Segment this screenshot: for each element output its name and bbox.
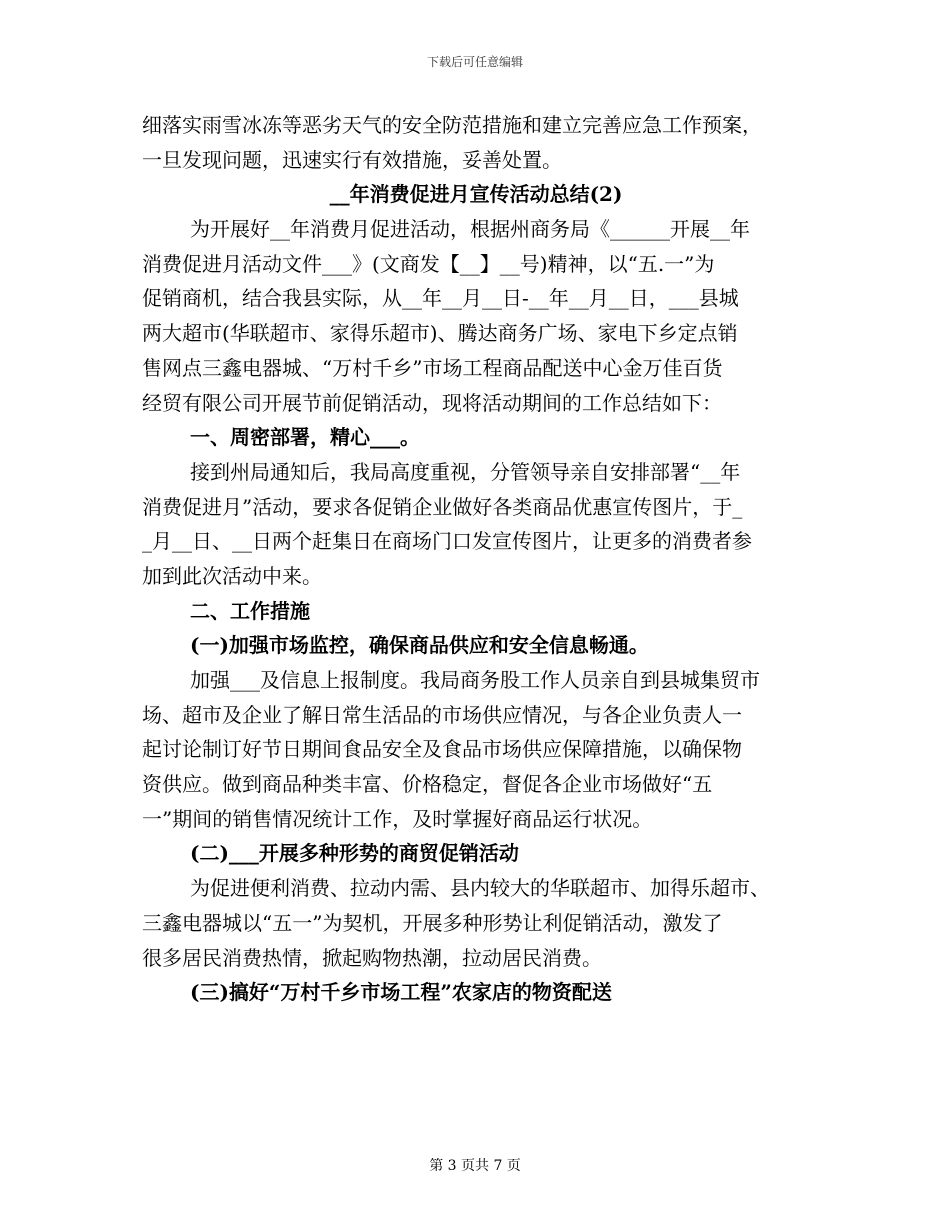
text-line: 细落实雨雪冰冻等恶劣天气的安全防范措施和建立完善应急工作预案，	[142, 113, 762, 137]
text-line: 一”期间的销售情况统计工作，及时掌握好商品运行状况。	[142, 806, 653, 831]
text-line: 经贸有限公司开展节前促销活动，现将活动期间的工作总结如下：	[142, 390, 722, 415]
page-footer: 第 3 页共 7 页	[429, 1158, 521, 1174]
text-line: 促销商机，结合我县实际，从__年__月__日-__年__月__日，___县城	[142, 286, 739, 311]
text-line: 加强___及信息上报制度。我局商务股工作人员亲自到县城集贸市	[190, 668, 760, 692]
text-line: 消费促进月”活动，要求各促销企业做好各类商品优惠宣传图片，于_	[142, 494, 743, 519]
text-line: 售网点三鑫电器城、“万村千乡”市场工程商品配送中心金万佳百货	[142, 355, 723, 380]
text-line: 接到州局通知后，我局高度重视，分管领导亲自安排部署“__年	[190, 459, 741, 484]
document-body	[142, 108, 810, 1010]
text-line: 加到此次活动中来。	[142, 563, 322, 588]
text-line: 三鑫电器城以“五一”为契机，开展多种形势让利促销活动，激发了	[142, 910, 723, 935]
text-line: _月__日、__日两个赶集日在商场门口发宣传图片，让更多的消费者参	[142, 529, 752, 554]
text-line: 资供应。做到商品种类丰富、价格稳定，督促各企业市场做好“五	[142, 772, 713, 797]
text-line: (一)加强市场监控，确保商品供应和安全信息畅通。	[190, 633, 649, 658]
text-line: 一旦发现问题，迅速实行有效措施，妥善处置。	[142, 147, 562, 172]
text-line: 二、工作措施	[190, 598, 310, 623]
page-header: 下载后可任意编辑	[426, 55, 523, 69]
text-line: 场、超市及企业了解日常生活品的市场供应情况，与各企业负责人一	[142, 702, 742, 727]
text-line: 起讨论制订好节日期间食品安全及食品市场供应保障措施，以确保物	[142, 737, 742, 762]
section-title: __年消费促进月宣传活动总结(2)	[329, 182, 623, 207]
text-line: 一、周密部署，精心___。	[190, 425, 420, 450]
text-line: 为开展好__年消费月促进活动，根据州商务局《______开展__年	[190, 217, 750, 242]
text-line: (三)搞好“万村千乡市场工程”农家店的物资配送	[190, 980, 612, 1005]
text-line: 为促进便利消费、拉动内需、县内较大的华联超市、加得乐超市、	[190, 876, 770, 901]
text-line: 消费促进月活动文件___》(文商发【__】__号)精神，以“五.一”为	[142, 251, 715, 276]
text-line: 很多居民消费热情，掀起购物热潮，拉动居民消费。	[142, 945, 602, 970]
text-line: (二)___开展多种形势的商贸促销活动	[190, 841, 519, 866]
text-line: 两大超市(华联超市、家得乐超市)、腾达商务广场、家电下乡定点销	[142, 321, 738, 346]
